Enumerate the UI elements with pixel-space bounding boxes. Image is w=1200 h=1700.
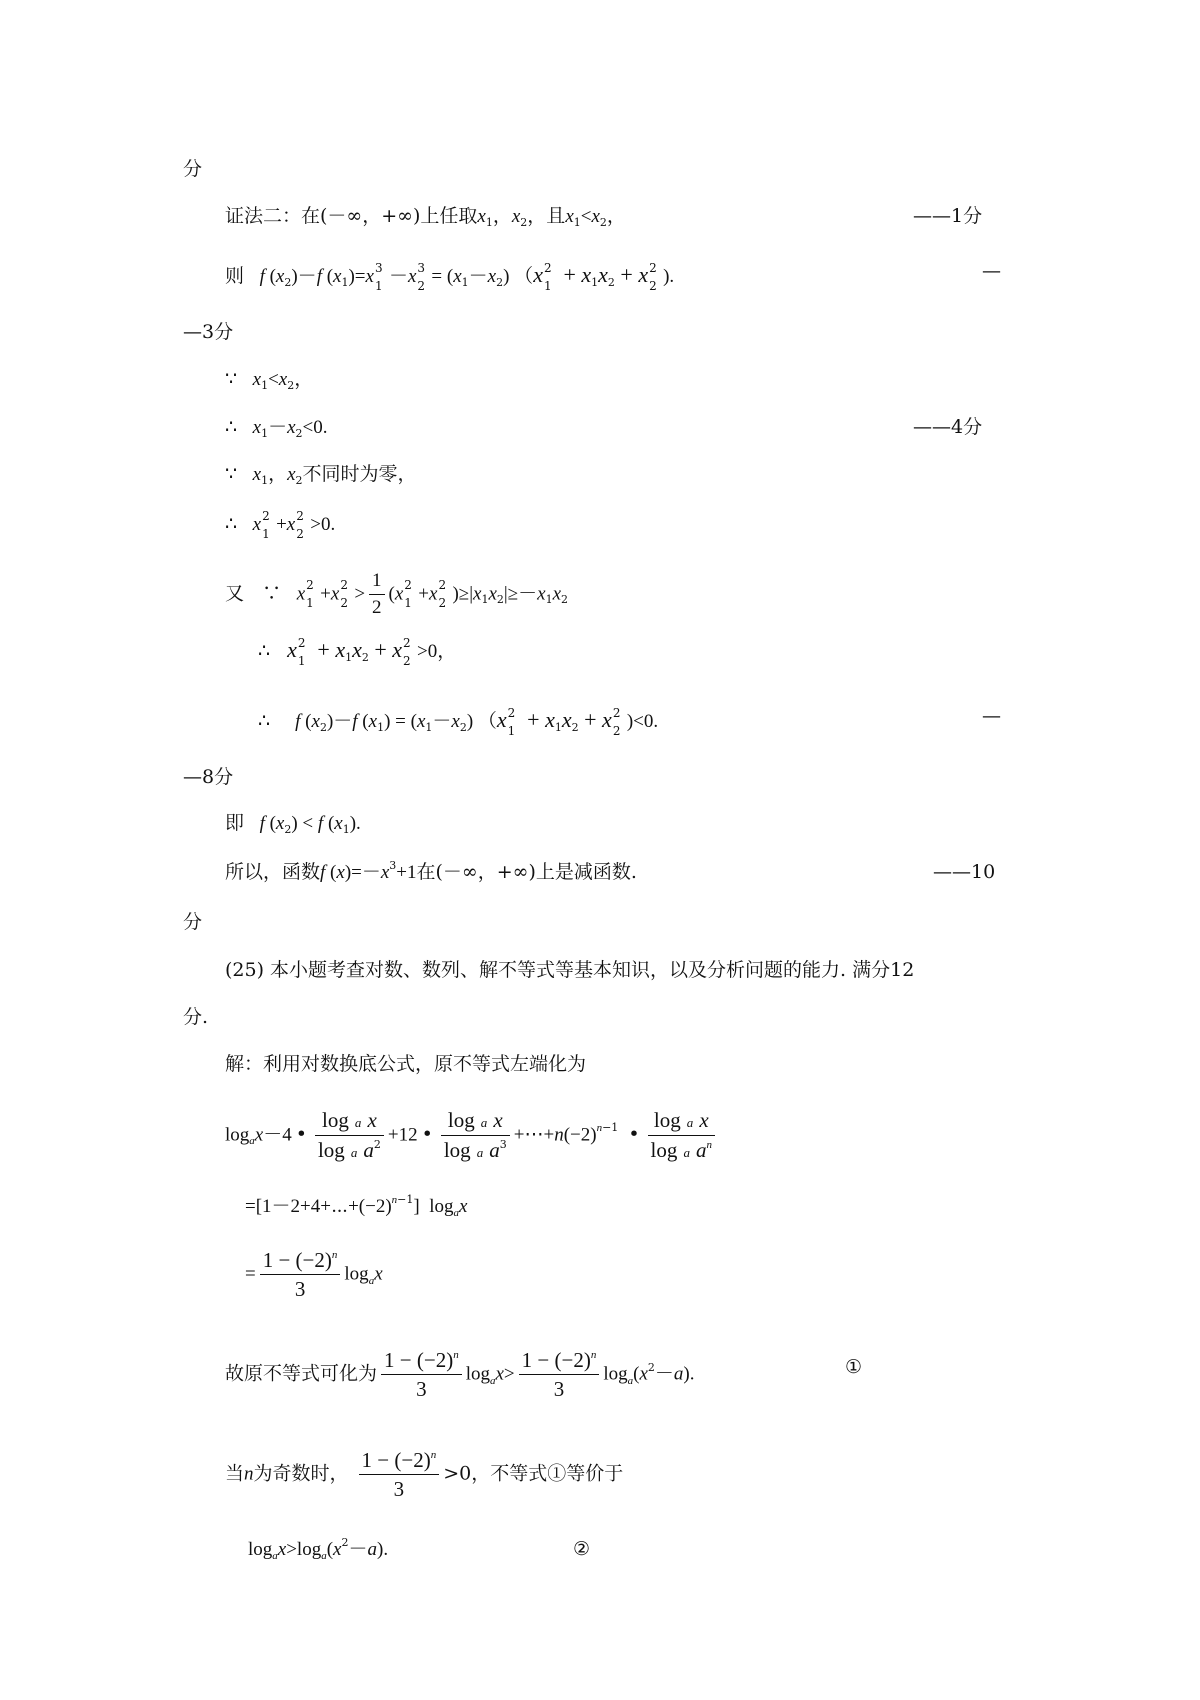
therefore-symbol-2: ∴	[225, 513, 238, 535]
inequality-chain-line: 又 ∵ x 2 1 +x 2 2 > $\frac{1}{2}$ (x 2 1 +x 2 2 )$\ge|x_1x_2|\ge-x_1x_2$	[225, 570, 568, 618]
therefore-symbol-4: ∴	[258, 710, 271, 732]
because-symbol: ∵	[225, 368, 238, 390]
odd-prefix: 当	[225, 1462, 245, 1485]
odd-suffix: >0，不等式①等价于	[443, 1462, 624, 1485]
conclusion-mid: 在(－∞，+∞)上是减函数.	[416, 861, 637, 883]
therefore-symbol-3: ∴	[258, 640, 271, 662]
comma-text: ，	[492, 205, 512, 227]
q25-intro: (25) 本小题考查对数、数列、解不等式等基本知识，以及分析问题的能力. 满分12	[225, 959, 915, 981]
therefore-line-3: ∴ x 2 1 + $x_1x_2 + x$ 2 2 >0，	[258, 636, 457, 668]
qie-text: ，且	[527, 205, 566, 227]
q25-intro-end: 分.	[183, 1006, 209, 1028]
fen-fragment: 分	[183, 158, 203, 180]
score-10: ——10	[933, 861, 996, 883]
circle-marker-1: ①	[845, 1356, 863, 1378]
score-4: ——4分	[913, 416, 983, 438]
log-expansion-line: $\log_ax-4$ • $\frac{\text{log a x}}{\log a a^2}$ +12 • $\frac{\text{log a x}}{\log a a^3}$ $+\cdots+n(-2)^{n-1}$ • $\frac{\text{log a x}}{\log a a^n}$	[225, 1108, 719, 1163]
therefore-line-1: ∴ $x_1-x_2<0$.	[225, 416, 328, 440]
odd-case-line: 当n为奇数时， $\frac{1 - (-2)^n}{3}$ >0，不等式①等价于	[225, 1448, 624, 1502]
proof2-label: 证法二：在(－∞，+∞)上任取	[225, 205, 478, 227]
ji-line: 即 f $(x_2) < f$ $(x_1)$.	[225, 812, 361, 836]
series-sum-line: $=[1-2+4+\cdots+(-2)^{n-1}]$ $\log_ax$	[245, 1193, 468, 1219]
reduced-inequality-line: 故原不等式可化为 $\frac{1 - (-2)^n}{3}$ $\log_ax>$ $\frac{1 - (-2)^n}{3}$ $\log_a(x^2-a)$.	[225, 1348, 695, 1402]
solution-intro: 解：利用对数换底公式，原不等式左端化为	[225, 1053, 587, 1075]
therefore-symbol: ∴	[225, 416, 238, 438]
you-text: 又	[225, 582, 245, 605]
odd-mid: 为奇数时，	[253, 1462, 349, 1485]
not-both-zero-text: 不同时为零，	[302, 463, 417, 485]
closed-form-line: = $\frac{1 - (-2)^n}{3}$ $\log_ax$	[245, 1248, 383, 1302]
therefore-line-2: ∴ x 2 1 +x 2 2 >0.	[225, 509, 336, 541]
ji-text: 即	[225, 812, 245, 834]
conclusion-prefix: 所以，函数	[225, 861, 321, 883]
equivalent-inequality-line: $\log_ax>\log_a(x^2-a)$.	[248, 1536, 389, 1562]
because-symbol-3: ∵	[262, 582, 282, 605]
therefore-line-4: ∴ f $(x_2)-f$ $(x_1) = (x_1-x_2)$ （x 2 1 + $x_1x_2 + x$ 2 2 )<0.	[258, 706, 659, 738]
score-3: —3分	[183, 321, 234, 343]
dash-right-2: —	[982, 705, 1001, 727]
ze-text: 则	[225, 265, 245, 287]
conclusion-line: 所以，函数f $(x)=-x^3+1$在(－∞，+∞)上是减函数.	[225, 859, 637, 883]
score-1: ——1分	[913, 205, 983, 227]
because-line-2: ∵ $x_1$，$x_2$不同时为零，	[225, 463, 417, 487]
proof-method-two-line: 证法二：在(－∞，+∞)上任取$x_1$，$x_2$，且$x_1<x_2$，	[225, 205, 626, 229]
because-symbol-2: ∵	[225, 463, 238, 485]
difference-line: 则 f $(x_2)-f$ $(x_1)=x$ 3 1 －x 3 2 = $(x_1-x_2)$ （x 2 1 + $x_1x_2 + x$ 2 2 ).	[225, 261, 675, 293]
dash-right-1: —	[982, 260, 1001, 282]
reduce-prefix: 故原不等式可化为	[225, 1362, 378, 1385]
fen-10: 分	[183, 911, 203, 933]
because-line-1: ∵ $x_1<x_2$，	[225, 368, 314, 392]
score-8: —8分	[183, 766, 234, 788]
circle-marker-2: ②	[573, 1538, 591, 1560]
